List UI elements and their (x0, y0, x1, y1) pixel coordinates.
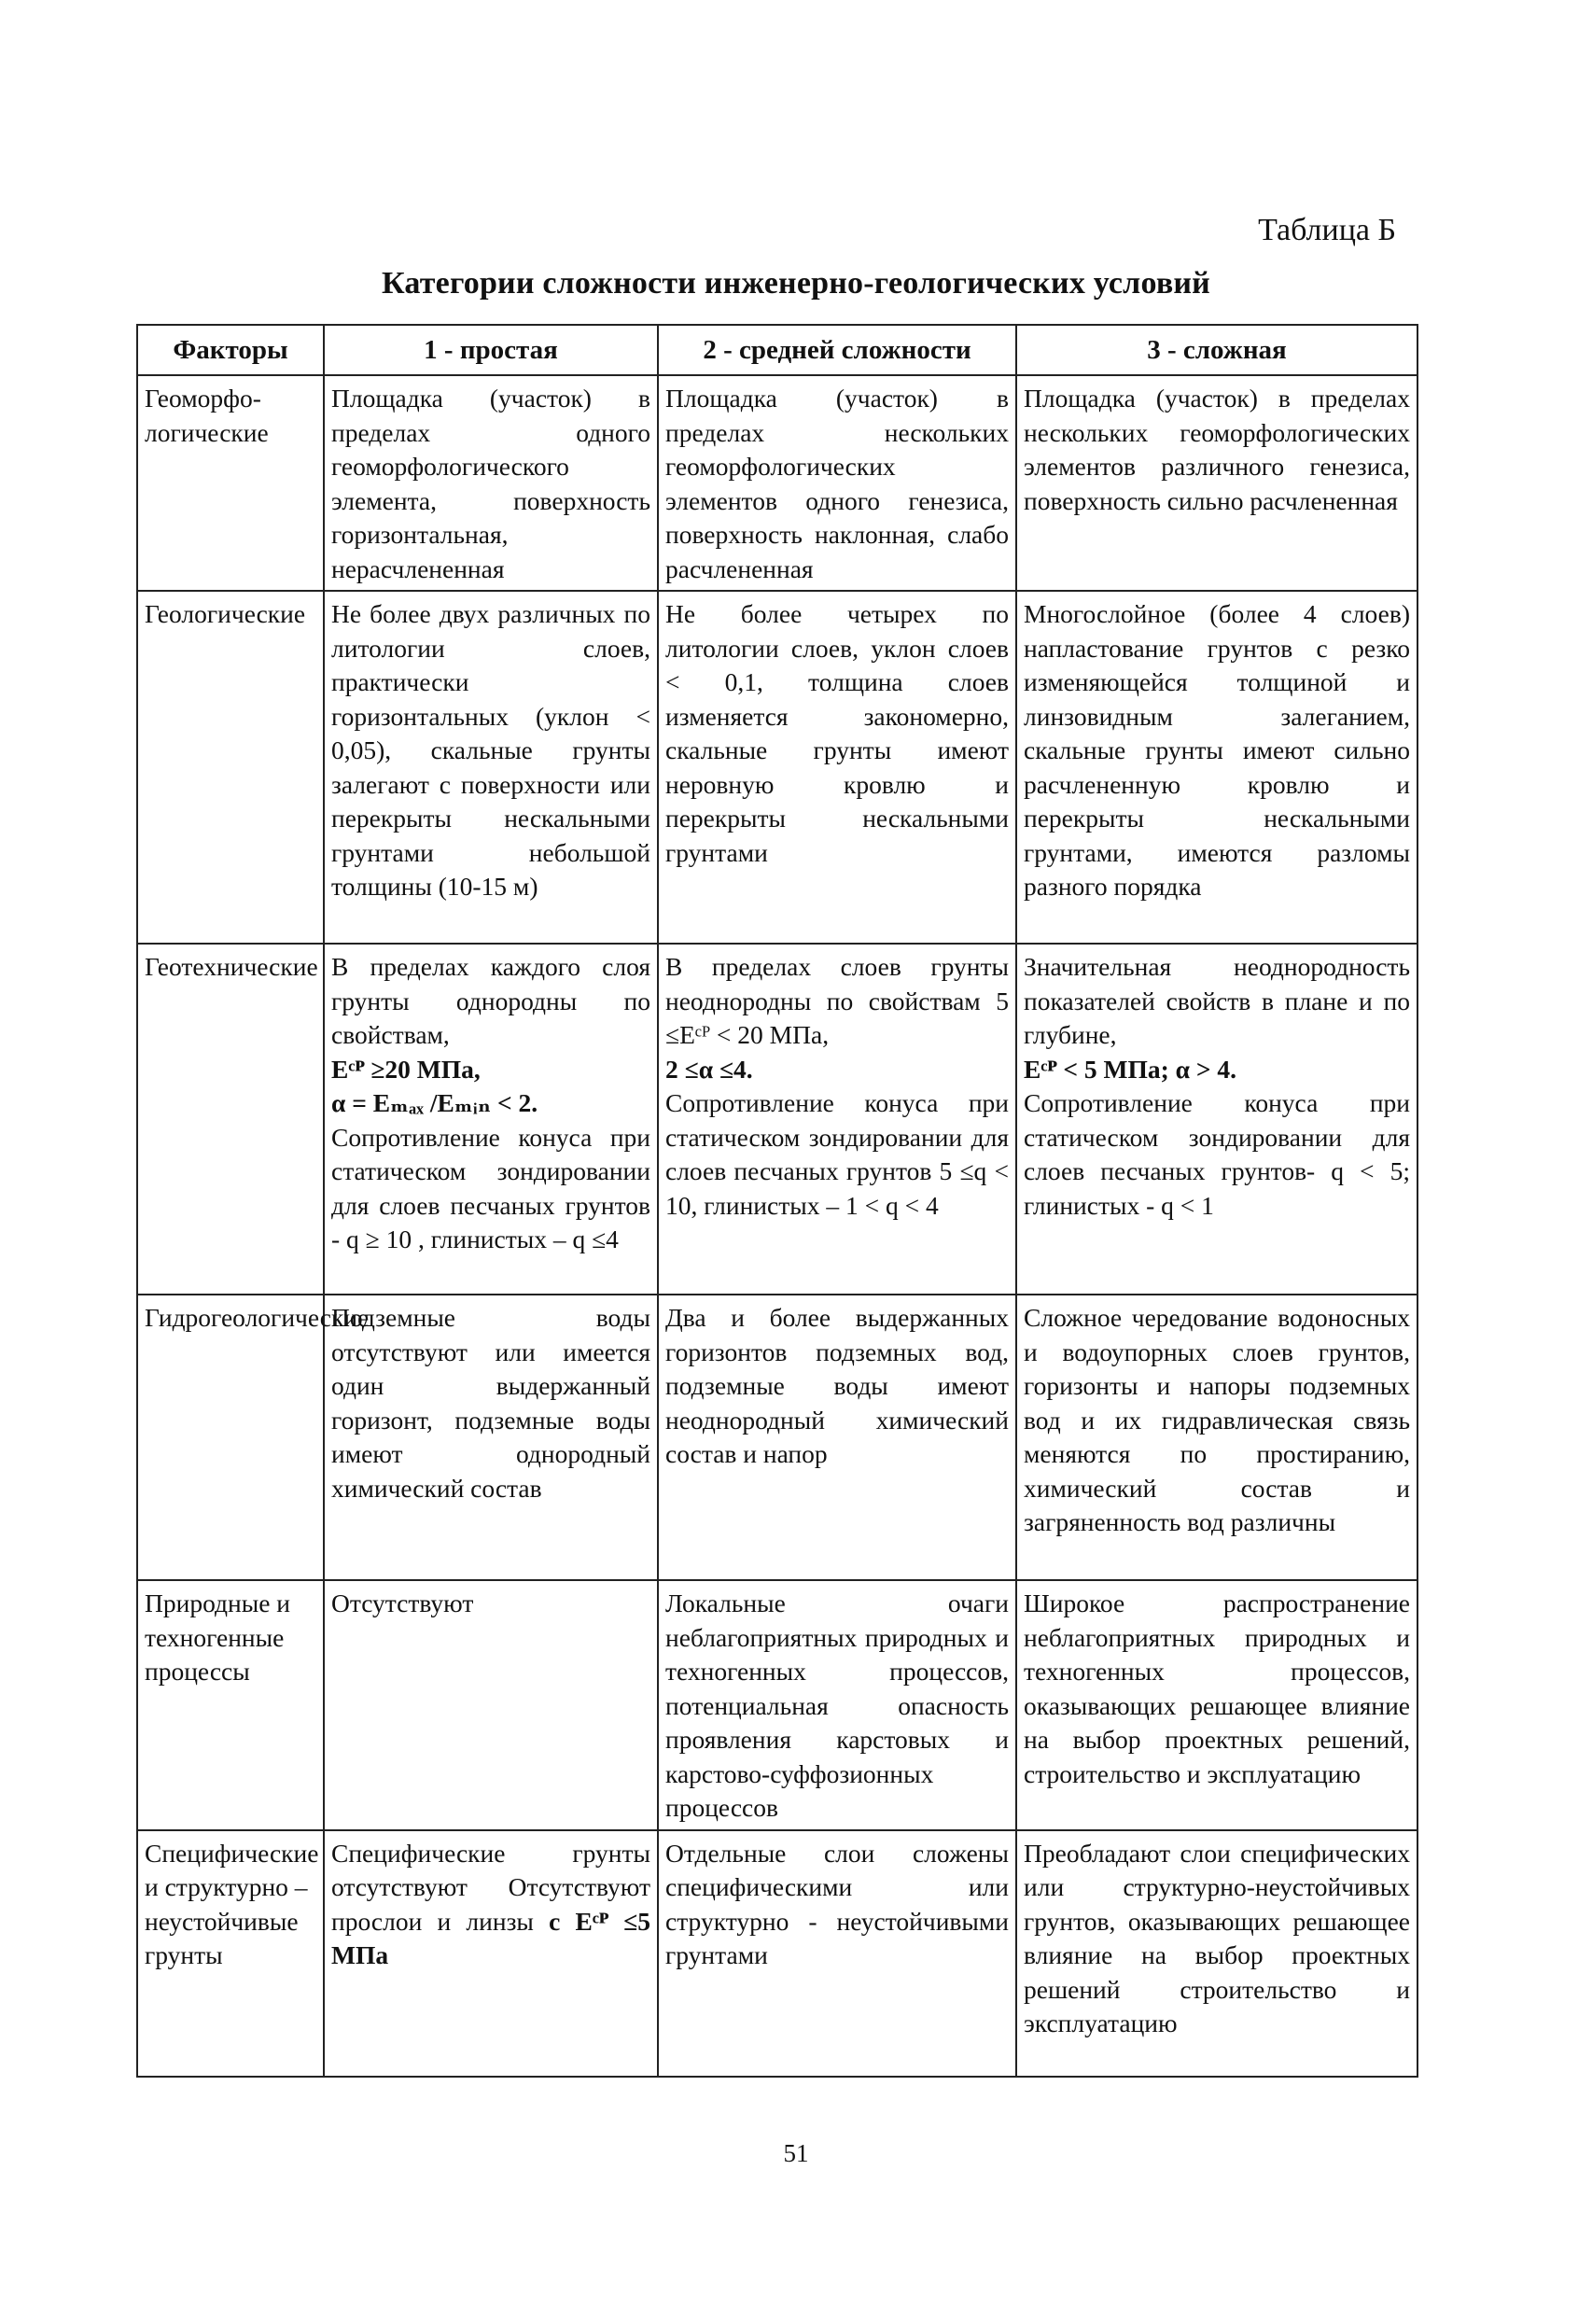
header-factors: Факторы (137, 325, 324, 375)
simple-cell: Отсутствуют (324, 1580, 658, 1830)
complexity-table (136, 324, 1418, 2078)
complex-cell: Преобладают слои специфических или структурно-неустойчивых грунтов, оказывающих решающее влияние на выбор проектных решений строительство и эксплуатацию (1016, 1830, 1417, 2077)
page-number: 51 (783, 2139, 809, 2167)
factor-cell: Геоморфо-логические (137, 375, 324, 591)
table-row (137, 1830, 1417, 2077)
table-label: Таблица Б (1258, 213, 1396, 247)
complex-cell (1016, 944, 1417, 1295)
simple-cell (324, 1830, 658, 2077)
simple-cell: Не более двух различных по литологии слоев, практически горизонтальных (уклон < 0,05), скальные грунты залегают с поверхности или перекрыты нескальными грунтами небольшой толщины (10-15 м) (324, 591, 658, 944)
simple-cell (324, 944, 658, 1295)
simple-cell: Подземные воды отсутствуют или имеется один выдержанный горизонт, подземные воды имеют однородный химический состав (324, 1295, 658, 1580)
table-title: Категории сложности инженерно-геологических условий (382, 266, 1210, 301)
medium-cell: Локальные очаги неблагоприятных природных и техногенных процессов, потенциальная опасность проявления карстовых и карстово-суффозионных процессов (658, 1580, 1016, 1830)
medium-intro: В пределах слоев грунты неоднородны по свойствам 5 ≤Eᶜᴾ < 20 МПа, (665, 952, 1009, 1049)
factor-cell: Геотехнические (137, 944, 324, 1295)
complex-cell: Сложное чередование водоносных и водоупорных слоев грунтов, горизонты и напоры подземных вод и их гидравлическая связь меняются по простиранию, химический состав и загряненность вод различны (1016, 1295, 1417, 1580)
simple-ecp: с Eᶜᴾ ≤5 МПа (331, 1906, 651, 1969)
factor-cell: Геологические (137, 591, 324, 944)
simple-text: Специфические грунты отсутствуют Отсутствуют прослои и линзы (331, 1838, 650, 1936)
header-simple: 1 - простая (324, 325, 658, 375)
simple-intro: В пределах каждого слоя грунты однородны по свойствам, (331, 952, 650, 1049)
simple-cone: Сопротивление конуса при статическом зондировании для слоев песчаных грунтов - q ≥ 10 , глинистых – q ≤4 (331, 1122, 650, 1253)
factor-cell: Гидрогеологические (137, 1295, 324, 1580)
complex-cell: Широкое распространение неблагоприятных природных и техногенных процессов, оказывающих решающее влияние на выбор проектных решений, строительство и эксплуатацию (1016, 1580, 1417, 1830)
simple-alpha: α = Eₘₐₓ /Eₘᵢₙ < 2. (331, 1088, 538, 1117)
factor-cell: Специфические и структурно – неустойчивые грунты (137, 1830, 324, 2077)
medium-cell: Площадка (участок) в пределах нескольких геоморфологических элементов одного генезиса, поверхность наклонная, слабо расчлененная (658, 375, 1016, 591)
table-row (137, 1295, 1417, 1580)
table-row (137, 1580, 1417, 1830)
complex-intro: Значительная неоднородность показателей свойств в плане и по глубине, (1024, 952, 1410, 1049)
complex-cell: Многослойное (более 4 слоев) напластование грунтов с резко изменяющейся толщиной и линзовидным залеганием, скальные грунты имеют сильно расчлененную кровлю и перекрыты нескальными грунтами, имеются разломы разного порядка (1016, 591, 1417, 944)
medium-cell: Не более четырех по литологии слоев, уклон слоев < 0,1, толщина слоев изменяется закономерно, скальные грунты имеют неровную кровлю и перекрыты нескальными грунтами (658, 591, 1016, 944)
header-row (137, 325, 1417, 375)
medium-cone: Сопротивление конуса при статическом зондировании для слоев песчаных грунтов 5 ≤q < 10, глинистых – 1 < q < 4 (665, 1088, 1009, 1220)
complex-ecp: Eᶜᴾ < 5 МПа; α > 4. (1024, 1054, 1237, 1084)
factor-cell: Природные и техногенные процессы (137, 1580, 324, 1830)
medium-cell: Два и более выдержанных горизонтов подземных вод, подземные воды имеют неоднородный химический состав и напор (658, 1295, 1016, 1580)
table-row (137, 591, 1417, 944)
table-row (137, 944, 1417, 1295)
header-medium: 2 - средней сложности (658, 325, 1016, 375)
simple-cell: Площадка (участок) в пределах одного геоморфологического элемента, поверхность горизонтальная, нерасчлененная (324, 375, 658, 591)
medium-cell: Отдельные слои сложены специфическими или структурно - неустойчивыми грунтами (658, 1830, 1016, 2077)
header-complex: 3 - сложная (1016, 325, 1417, 375)
medium-alpha: 2 ≤α ≤4. (665, 1054, 753, 1084)
complex-cell: Площадка (участок) в пределах нескольких геоморфологических элементов различного генезиса, поверхность сильно расчлененная (1016, 375, 1417, 591)
medium-cell (658, 944, 1016, 1295)
simple-ecp: Eᶜᴾ ≥20 МПа, (331, 1054, 481, 1084)
table-row (137, 375, 1417, 591)
complex-cone: Сопротивление конуса при статическом зондировании для слоев песчаных грунтов- q < 5; глинистых - q < 1 (1024, 1088, 1410, 1220)
